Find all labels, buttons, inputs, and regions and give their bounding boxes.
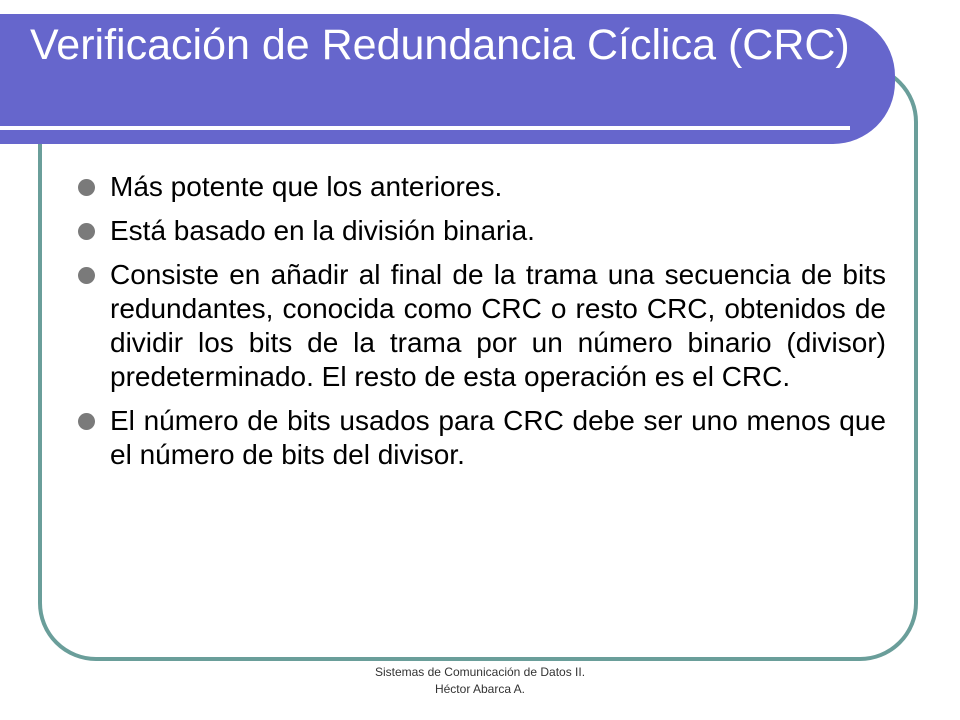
bullet-item <box>76 170 886 204</box>
bullet-text: Más potente que los anteriores. <box>110 171 503 202</box>
slide-footer <box>0 664 960 698</box>
bullet-dot-icon <box>78 223 95 240</box>
bullet-text: El número de bits usados para CRC debe ser uno menos que el número de bits del divisor. <box>110 405 886 470</box>
slide-title: Verificación de Redundancia Cíclica (CRC) <box>30 21 850 69</box>
bullet-item <box>76 404 886 472</box>
footer-course: Sistemas de Comunicación de Datos II. <box>374 665 586 679</box>
bullet-text: Está basado en la división binaria. <box>110 215 535 246</box>
bullet-text: Consiste en añadir al final de la trama una secuencia de bits redundantes, conocida como CRC o resto CRC, obtenidos de dividir los bits de la trama por un número binario (divisor) predeterminado. El resto de esta operación es el CRC. <box>110 259 886 392</box>
bullet-list <box>76 170 886 482</box>
bullet-dot-icon <box>78 413 95 430</box>
footer-author: Héctor Abarca A. <box>434 682 526 696</box>
bullet-item <box>76 214 886 248</box>
title-underline <box>0 126 850 130</box>
bullet-item <box>76 258 886 394</box>
bullet-dot-icon <box>78 267 95 284</box>
bullet-dot-icon <box>78 179 95 196</box>
